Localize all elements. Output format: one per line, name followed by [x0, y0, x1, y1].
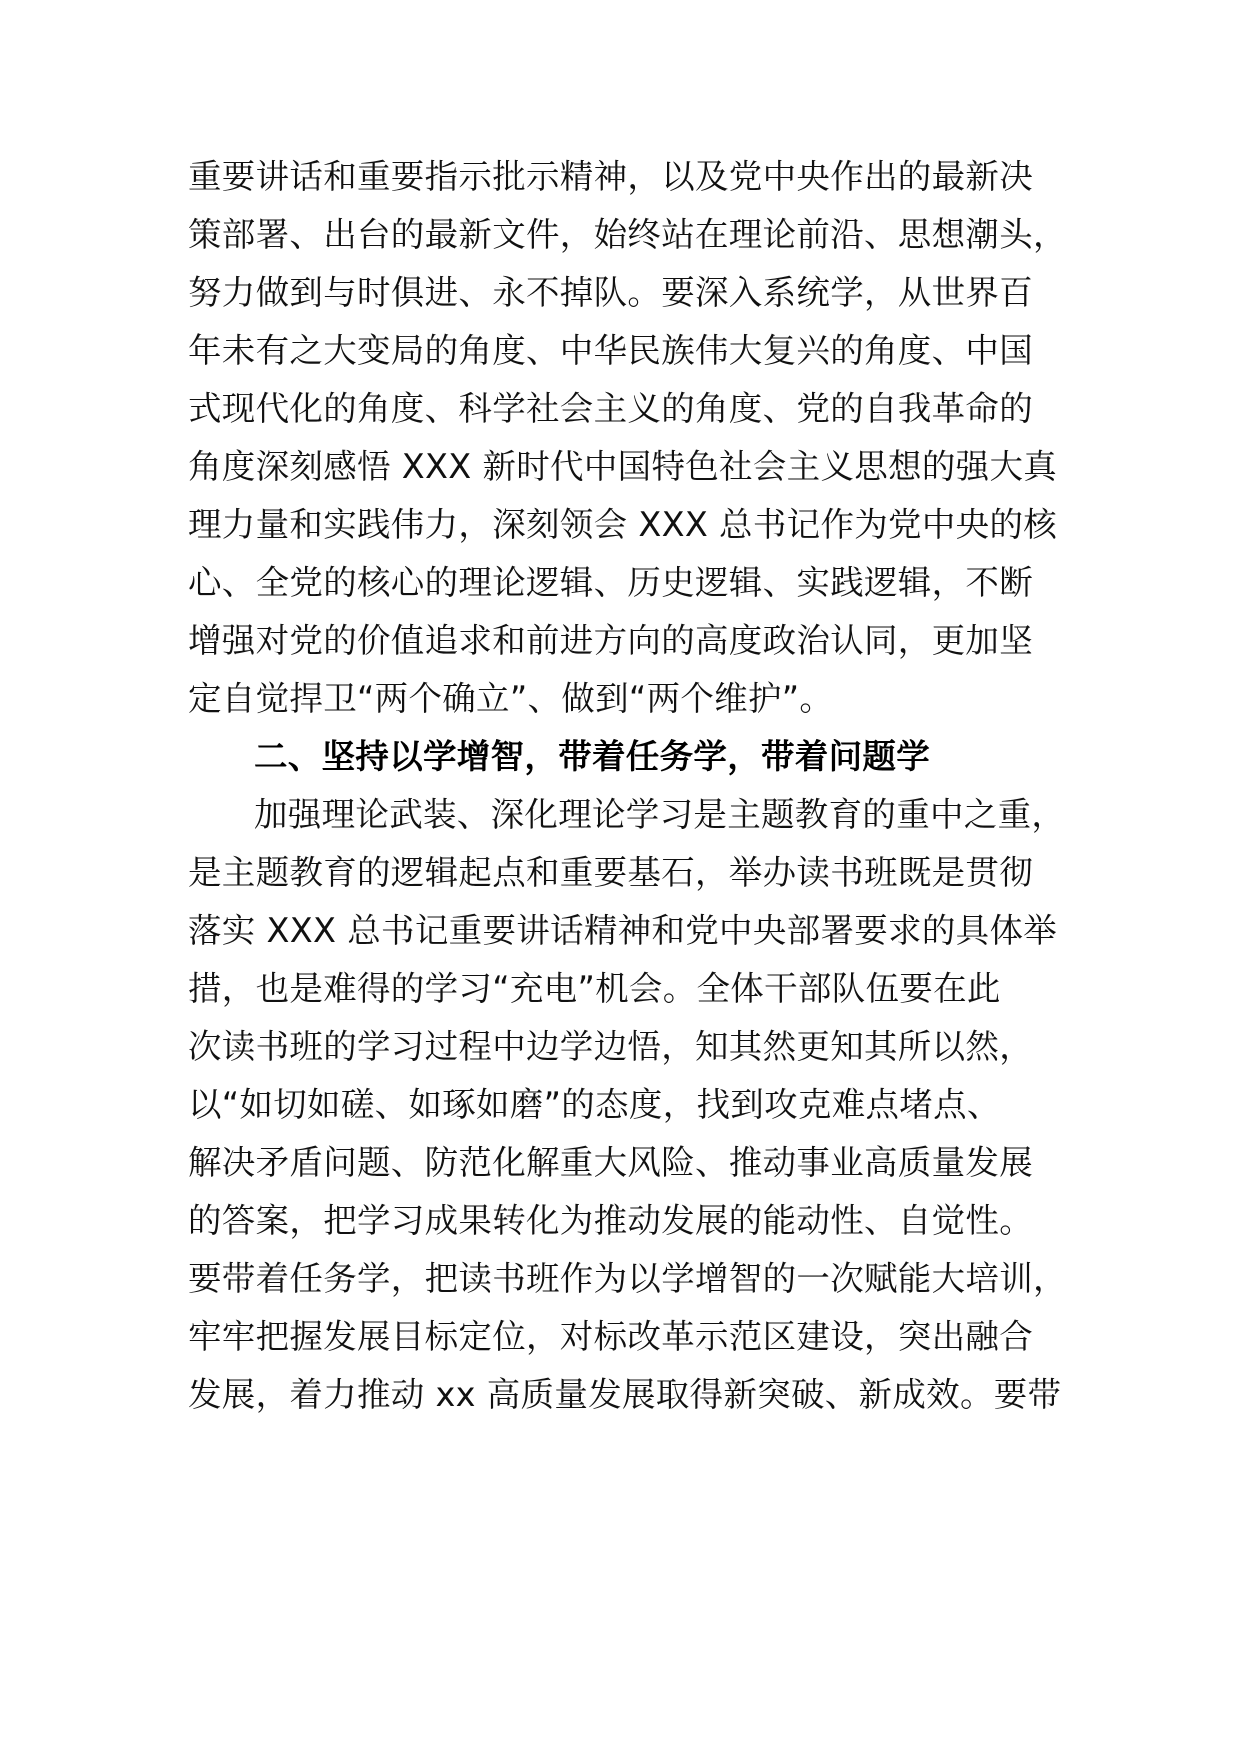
paragraph-line: 努力做到与时俱进、永不掉队。要深入系统学，从世界百 — [188, 273, 1033, 312]
paragraph-line: 发展，着力推动 xx 高质量发展取得新突破、新成效。要带 — [188, 1375, 1062, 1414]
paragraph-line: 理力量和实践伟力，深刻领会 XXX 总书记作为党中央的核 — [188, 505, 1058, 544]
paragraph-line: 定自觉捍卫“两个确立”、做到“两个维护”。 — [188, 679, 834, 718]
paragraph-line: 策部署、出台的最新文件，始终站在理论前沿、思想潮头， — [188, 215, 1067, 254]
paragraph-line: 式现代化的角度、科学社会主义的角度、党的自我革命的 — [188, 389, 1033, 428]
paragraph-line: 重要讲话和重要指示批示精神，以及党中央作出的最新决 — [188, 157, 1033, 196]
paragraph-line: 措，也是难得的学习“充电”机会。全体干部队伍要在此 — [188, 969, 1001, 1008]
paragraph-line: 心、全党的核心的理论逻辑、历史逻辑、实践逻辑，不断 — [188, 563, 1033, 602]
paragraph-line: 的答案，把学习成果转化为推动发展的能动性、自觉性。 — [188, 1201, 1033, 1240]
paragraph-line: 以“如切如磋、如琢如磨”的态度，找到攻克难点堵点、 — [188, 1085, 1001, 1124]
paragraph-line: 是主题教育的逻辑起点和重要基石，举办读书班既是贯彻 — [188, 853, 1033, 892]
paragraph-line: 落实 XXX 总书记重要讲话精神和党中央部署要求的具体举 — [188, 911, 1058, 950]
paragraph-line: 角度深刻感悟 XXX 新时代中国特色社会主义思想的强大真 — [188, 447, 1058, 486]
paragraph-line: 次读书班的学习过程中边学边悟，知其然更知其所以然， — [188, 1027, 1033, 1066]
paragraph-line: 加强理论武装、深化理论学习是主题教育的重中之重， — [254, 795, 1066, 834]
paragraph-line: 增强对党的价值追求和前进方向的高度政治认同，更加坚 — [188, 621, 1033, 660]
paragraph-line: 要带着任务学，把读书班作为以学增智的一次赋能大培训， — [188, 1259, 1067, 1298]
paragraph-line: 解决矛盾问题、防范化解重大风险、推动事业高质量发展 — [188, 1143, 1033, 1182]
paragraph-line: 牢牢把握发展目标定位，对标改革示范区建设，突出融合 — [188, 1317, 1033, 1356]
paragraph-line: 年未有之大变局的角度、中华民族伟大复兴的角度、中国 — [188, 331, 1033, 370]
section-heading: 二、坚持以学增智，带着任务学，带着问题学 — [254, 737, 930, 776]
